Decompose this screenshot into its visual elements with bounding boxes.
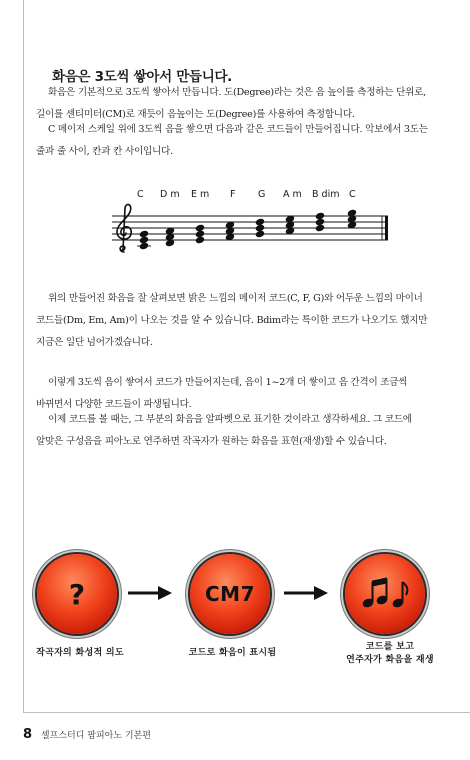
chord-symbol-circle [190, 554, 270, 634]
staff-svg [112, 202, 392, 262]
paragraph-derived-chords: 이렇게 3도씩 음이 쌓여서 코드가 만들어지는데, 음이 1~2개 더 쌓이고 음 간격이 조금씩 바뀌면서 다양한 코드들이 파생됩니다. [36, 377, 408, 410]
note-head [255, 218, 265, 227]
music-staff [112, 202, 392, 262]
chord-symbol-text: CM7 [205, 582, 255, 606]
section-heading: 화음은 3도씩 쌓아서 만듭니다. [52, 69, 233, 85]
page-footer [23, 727, 151, 742]
music-notes-icon [360, 577, 410, 611]
chord-label: F [230, 189, 236, 200]
paragraph-degree: 화음은 기본적으로 3도씩 쌓아서 만듭니다. 도(Degree)라는 것은 음 높이를 측정하는 단위로, 길이를 센티미터(CM)로 재듯이 음높이는 도(Degree)를 사용하여 측정합니다. [36, 87, 426, 120]
chord-label: C [137, 189, 144, 200]
caption-intent: 작곡자의 화성적 의도 [36, 648, 124, 658]
caption-playback [325, 641, 455, 667]
chord-label: D m [160, 189, 180, 200]
page-number: 8 [23, 727, 33, 742]
intent-circle [37, 554, 117, 634]
chord-label: A m [283, 189, 302, 200]
playback-circle [345, 554, 425, 634]
note-head [315, 212, 325, 221]
caption-playback-line1: 코드를 보고 [365, 642, 415, 652]
arrow-right-icon [282, 584, 330, 602]
chord-label: E m [191, 189, 210, 200]
chord-label: C [349, 189, 356, 200]
chord-label: B dim [312, 189, 340, 200]
arrow-right-icon [126, 584, 174, 602]
note-head [139, 230, 149, 239]
book-title: 셀프스터디 팝피아노 기본편 [40, 731, 151, 741]
chord-notes [137, 209, 357, 251]
note-head [195, 224, 205, 233]
paragraph-major-minor: 위의 만들어진 화음을 잘 살펴보면 밝은 느낌의 메이저 코드(C, F, G)와 어두운 느낌의 마이너 코드들(Dm, Em, Am)이 나오는 것을 알 수 있습니다. Bdim라는 특이한 코드가 나오기도 했지만 지금은 일단 넘어가겠습니다. [36, 293, 428, 348]
paragraph-scale: C 메이저 스케일 위에 3도씩 음을 쌓으면 다음과 같은 코드들이 만들어집니다. 악보에서 3도는 줄과 줄 사이, 칸과 칸 사이입니다. [36, 124, 428, 157]
caption-chord-display: 코드로 화음이 표시됨 [188, 648, 277, 658]
paragraph-reading-chords: 이제 코드를 볼 때는, 그 부분의 화음을 알파벳으로 표기한 것이라고 생각하세요. 그 코드에 알맞은 구성음을 피아노로 연주하면 작곡자가 원하는 화음을 표현(재생)할 수 있습니다. [36, 414, 412, 447]
caption-playback-line2: 연주자가 화음을 재생 [346, 655, 434, 665]
chord-label: G [258, 189, 266, 200]
question-mark-icon: ? [68, 577, 86, 611]
